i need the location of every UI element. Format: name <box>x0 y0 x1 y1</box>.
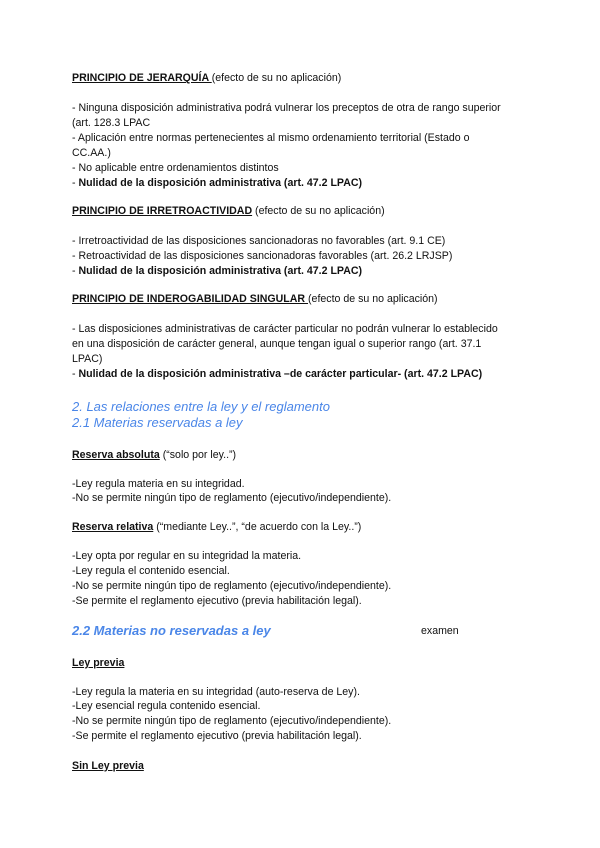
section-2-heading: 2. Las relaciones entre la ley y el reglamento <box>72 399 330 414</box>
inderogabilidad-line-3: LPAC) <box>72 353 103 365</box>
jerarquia-title: PRINCIPIO DE JERARQUÍA <box>72 72 212 84</box>
jerarquia-line-2: (art. 128.3 LPAC <box>72 117 151 129</box>
sin-ley-previa-title: Sin Ley previa <box>72 760 144 772</box>
section-2-2-heading: 2.2 Materias no reservadas a ley <box>72 623 271 638</box>
ley-previa-heading <box>72 657 124 670</box>
jerarquia-heading <box>72 72 341 85</box>
irretroactividad-line-3 <box>72 265 362 278</box>
jerarquia-paren: (efecto de su no aplicación) <box>211 72 342 84</box>
irretroactividad-line-2: - Retroactividad de las disposiciones sancionadoras favorables (art. 26.2 LRJSP) <box>72 250 453 262</box>
irretroactividad-title: PRINCIPIO DE IRRETROACTIVIDAD <box>72 205 253 217</box>
reserva-absoluta-line-2: -No se permite ningún tipo de reglamento (ejecutivo/independiente). <box>72 492 392 504</box>
jerarquia-line-1: - Ninguna disposición administrativa podrá vulnerar los preceptos de otra de rango superior <box>72 102 501 114</box>
reserva-absoluta-line-1: -Ley regula materia en su integridad. <box>72 478 245 490</box>
dash: - <box>72 177 79 189</box>
jerarquia-line-4: CC.AA.) <box>72 147 111 159</box>
inderogabilidad-line-1: - Las disposiciones administrativas de carácter particular no podrán vulnerar lo establecido <box>72 323 498 335</box>
ley-previa-line-4: -Se permite el reglamento ejecutivo (previa habilitación legal). <box>72 730 362 742</box>
ley-previa-line-1: -Ley regula la materia en su integridad (auto-reserva de Ley). <box>72 686 360 698</box>
reserva-relativa-title: Reserva relativa <box>72 521 154 533</box>
reserva-relativa-heading <box>72 521 361 534</box>
irretroactividad-paren: (efecto de su no aplicación) <box>252 205 385 217</box>
reserva-relativa-line-2: -Ley regula el contenido esencial. <box>72 565 230 577</box>
jerarquia-line-6 <box>72 177 362 190</box>
ley-previa-line-2: -Ley esencial regula contenido esencial. <box>72 700 261 712</box>
sin-ley-previa-heading <box>72 760 144 773</box>
jerarquia-line-5: - No aplicable entre ordenamientos distintos <box>72 162 279 174</box>
ley-previa-title: Ley previa <box>72 657 125 669</box>
inderogabilidad-title: PRINCIPIO DE INDEROGABILIDAD SINGULAR <box>72 293 309 305</box>
nulidad-text: Nulidad de la disposición administrativa (art. 47.2 LPAC) <box>78 177 363 189</box>
reserva-relativa-quote: (“mediante Ley..”, “de acuerdo con la Ley..”) <box>153 521 362 533</box>
reserva-relativa-line-3: -No se permite ningún tipo de reglamento (ejecutivo/independiente). <box>72 580 392 592</box>
reserva-absoluta-heading <box>72 449 236 462</box>
nulidad-particular-text: Nulidad de la disposición administrativa –de carácter particular- (art. 47.2 LPAC) <box>78 368 483 380</box>
inderogabilidad-heading <box>72 293 438 306</box>
reserva-absoluta-quote: (“solo por ley..”) <box>159 449 237 461</box>
jerarquia-line-3: - Aplicación entre normas pertenecientes al mismo ordenamiento territorial (Estado o <box>72 132 470 144</box>
inderogabilidad-paren: (efecto de su no aplicación) <box>308 293 438 305</box>
nulidad-text: Nulidad de la disposición administrativa (art. 47.2 LPAC) <box>78 265 363 277</box>
inderogabilidad-line-2: en una disposición de carácter general, aunque tengan igual o superior rango (art. 37.1 <box>72 338 482 350</box>
reserva-absoluta-title: Reserva absoluta <box>72 449 160 461</box>
section-2-1-heading: 2.1 Materias reservadas a ley <box>72 415 243 430</box>
ley-previa-line-3: -No se permite ningún tipo de reglamento (ejecutivo/independiente). <box>72 715 392 727</box>
exam-note: examen <box>421 625 459 637</box>
inderogabilidad-line-4 <box>72 368 482 381</box>
reserva-relativa-line-4: -Se permite el reglamento ejecutivo (previa habilitación legal). <box>72 595 362 607</box>
reserva-relativa-line-1: -Ley opta por regular en su integridad la materia. <box>72 550 302 562</box>
dash: - <box>72 265 79 277</box>
irretroactividad-heading <box>72 205 385 218</box>
irretroactividad-line-1: - Irretroactividad de las disposiciones sancionadoras no favorables (art. 9.1 CE) <box>72 235 446 247</box>
dash: - <box>72 368 79 380</box>
